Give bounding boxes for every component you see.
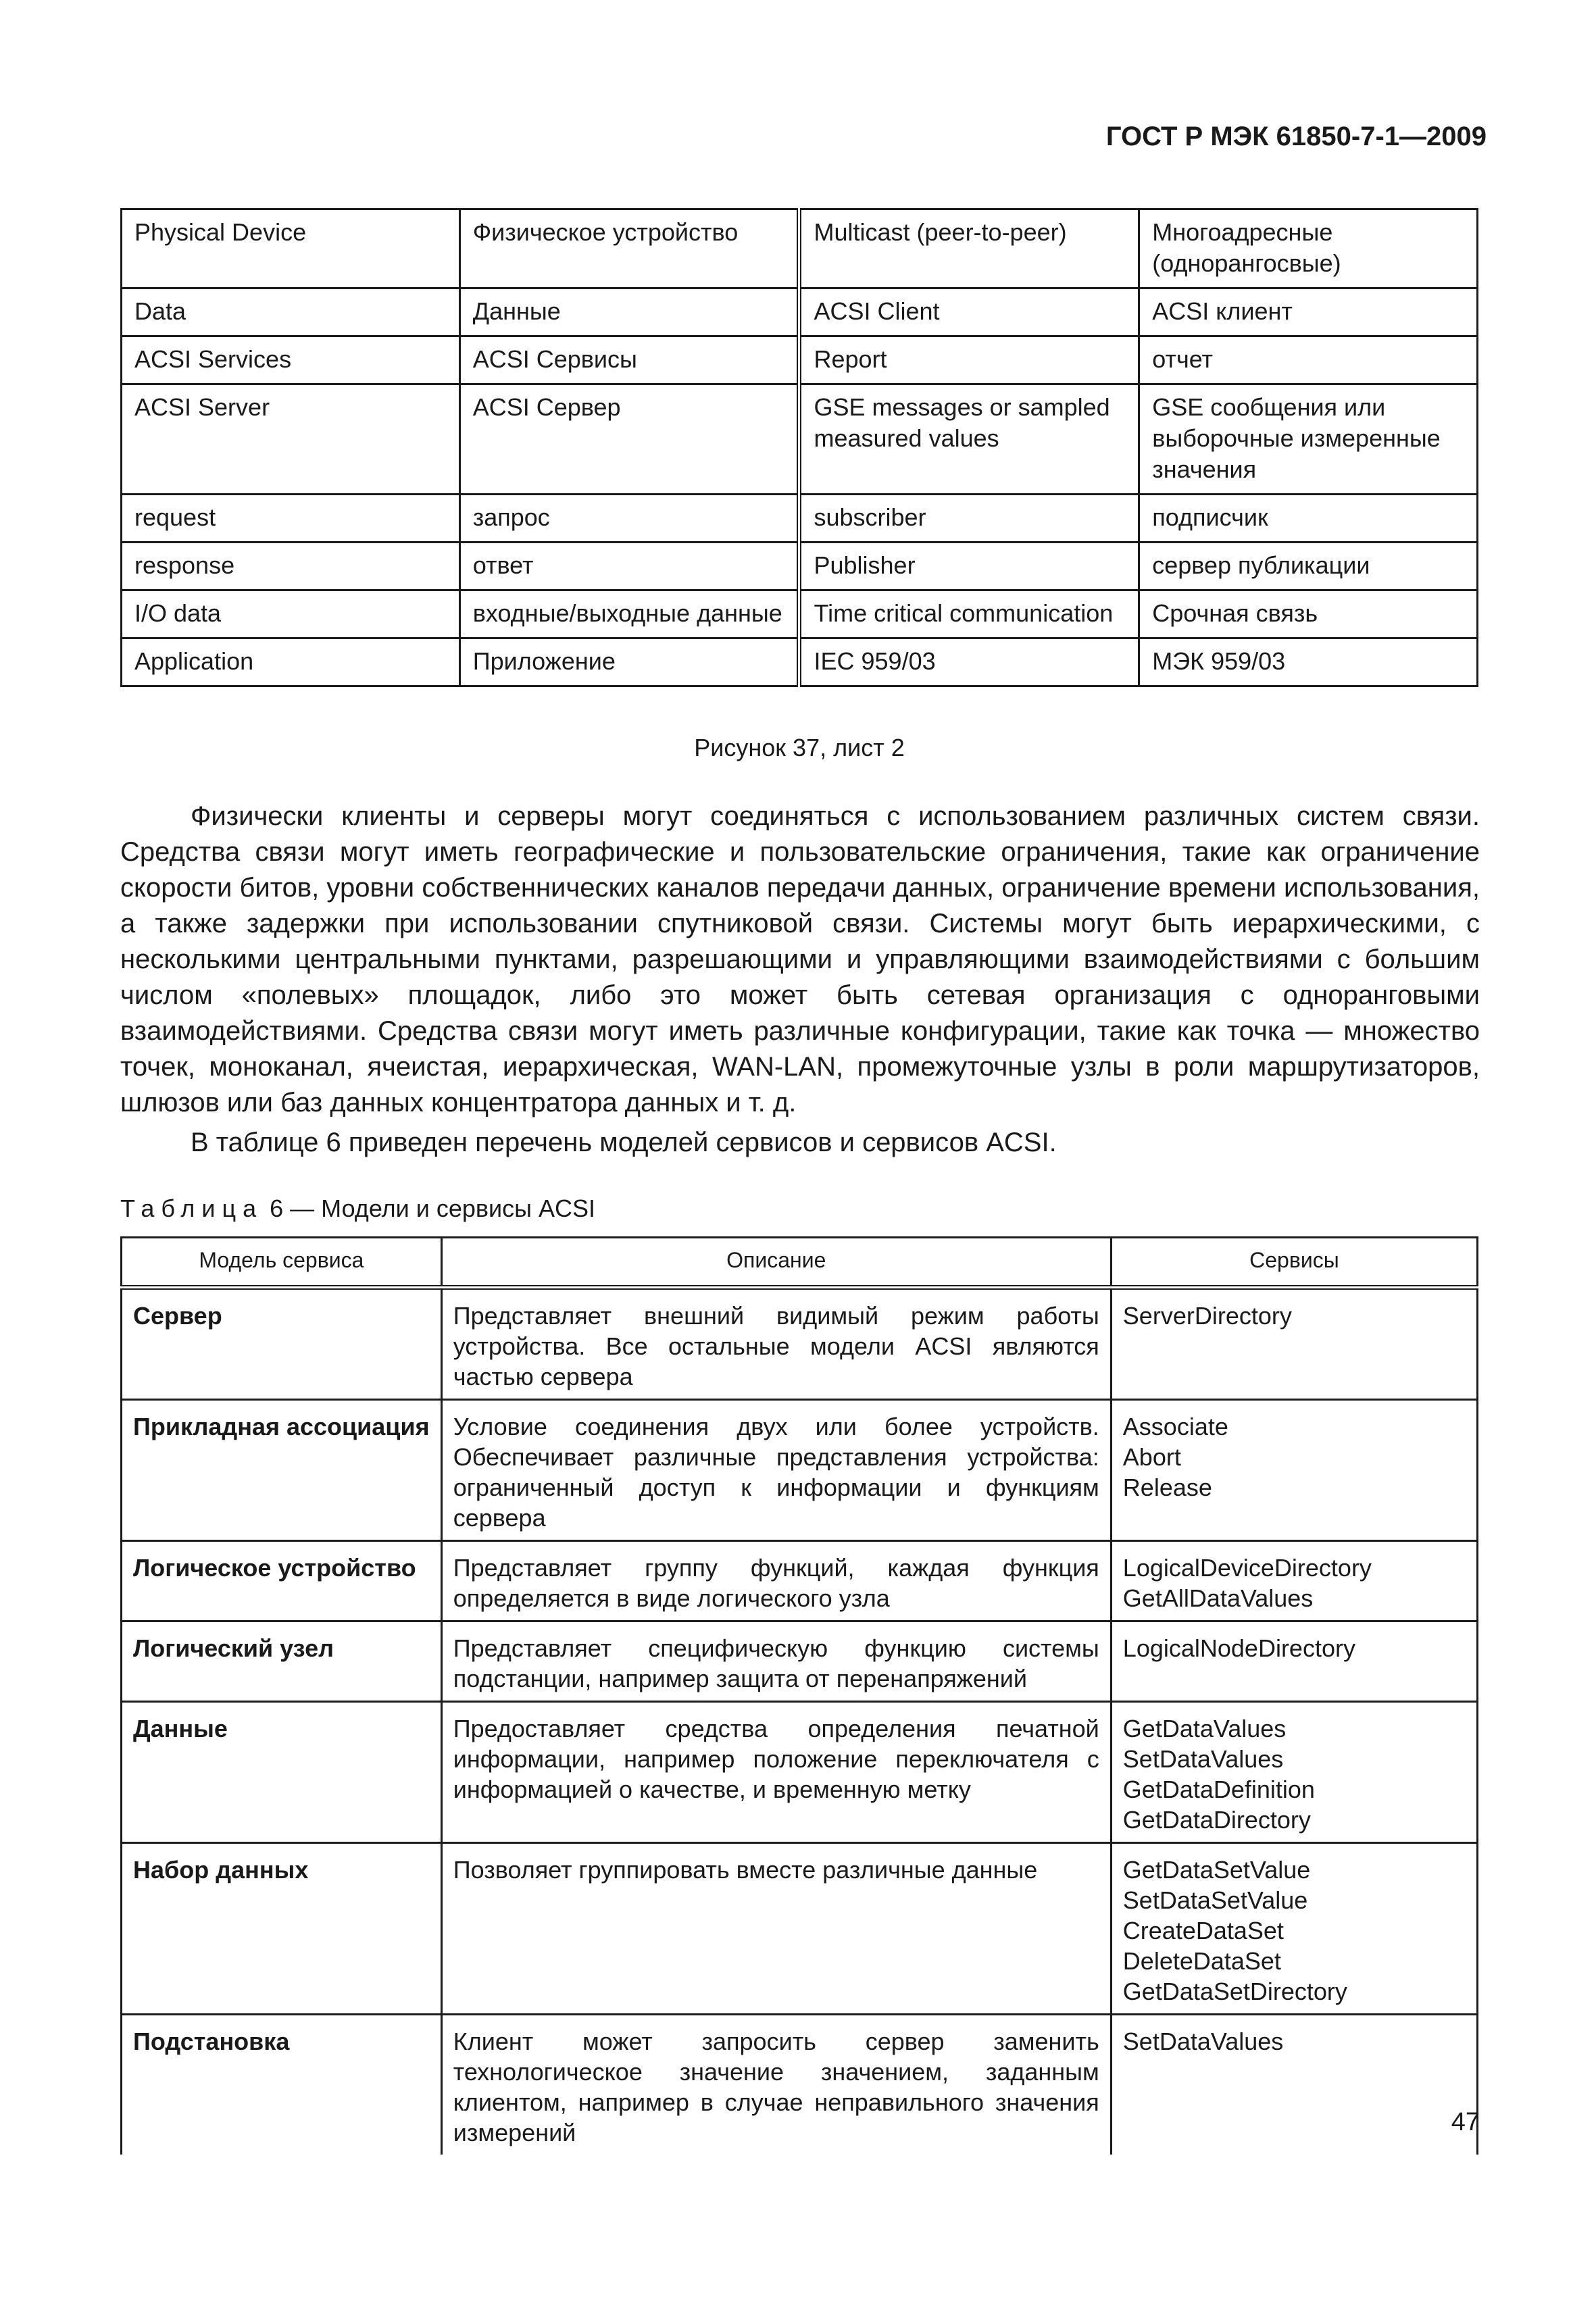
table-row <box>122 1288 1478 1400</box>
description-cell: Условие соединения двух или более устройств. Обеспечивает различные представления устройства: ограниченный доступ к информации и функциям сервера <box>441 1400 1111 1541</box>
glossary-cell: ACSI Client <box>799 288 1139 336</box>
model-cell: Логический узел <box>122 1621 442 1702</box>
glossary-cell: сервер публикации <box>1139 543 1478 590</box>
table-row <box>122 1702 1478 1843</box>
glossary-cell: I/O data <box>122 590 460 638</box>
figure-caption: Рисунок 37, лист 2 <box>694 734 905 761</box>
service-name: CreateDataSet <box>1122 1917 1284 1944</box>
glossary-cell: Срочная связь <box>1139 590 1478 638</box>
service-name: DeleteDataSet <box>1122 1947 1281 1975</box>
table-caption-label: Таблица <box>120 1194 264 1222</box>
service-name: Abort <box>1122 1443 1181 1471</box>
model-cell: Прикладная ассоциация <box>122 1400 442 1541</box>
glossary-cell: Physical Device <box>122 209 460 288</box>
service-name: GetDataDefinition <box>1122 1776 1315 1803</box>
glossary-cell: subscriber <box>799 495 1139 543</box>
glossary-cell: Многоадресные (однорангосвые) <box>1139 209 1478 288</box>
glossary-cell: ACSI Сервисы <box>459 336 799 384</box>
column-header-description: Описание <box>441 1238 1111 1288</box>
service-name: LogicalDeviceDirectory <box>1122 1554 1372 1582</box>
description-cell: Предоставляет средства определения печатной информации, например положение переключателя с информацией о качестве, и временную метку <box>441 1702 1111 1843</box>
model-cell: Данные <box>122 1702 442 1843</box>
table-row <box>122 1621 1478 1702</box>
glossary-cell: Data <box>122 288 460 336</box>
table-row <box>122 1541 1478 1621</box>
standard-header: ГОСТ Р МЭК 61850-7-1—2009 <box>1105 122 1487 151</box>
glossary-cell: GSE сообщения или выборочные измеренные значения <box>1139 384 1478 495</box>
table-row <box>122 209 1478 288</box>
service-name: SetDataValues <box>1122 2028 1284 2055</box>
model-cell: Подстановка <box>122 2015 442 2155</box>
glossary-cell: request <box>122 495 460 543</box>
services-cell <box>1111 1288 1477 1400</box>
service-name: SetDataValues <box>1122 1745 1284 1773</box>
service-name: Release <box>1122 1474 1212 1501</box>
services-cell <box>1111 1541 1477 1621</box>
description-cell: Представляет специфическую функцию системы подстанции, например защита от перенапряжений <box>441 1621 1111 1702</box>
services-cell <box>1111 1702 1477 1843</box>
glossary-cell: запрос <box>459 495 799 543</box>
glossary-cell: Multicast (peer-to-peer) <box>799 209 1139 288</box>
glossary-cell: отчет <box>1139 336 1478 384</box>
service-name: ServerDirectory <box>1122 1302 1292 1330</box>
glossary-cell: подписчик <box>1139 495 1478 543</box>
service-name: LogicalNodeDirectory <box>1122 1634 1355 1662</box>
table-caption-title: 6 — Модели и сервисы ACSI <box>263 1194 596 1222</box>
glossary-cell: response <box>122 543 460 590</box>
glossary-cell: ACSI клиент <box>1139 288 1478 336</box>
glossary-cell: Физическое устройство <box>459 209 799 288</box>
model-cell: Набор данных <box>122 1843 442 2015</box>
body-paragraph: Физически клиенты и серверы могут соединяться с использованием различных систем связи. Средства связи могут иметь географические и пользовательские ограничения, такие как ограничение скорости битов, уровни собственнических каналов передачи данных, ограничение времени использования, а также задержки при использовании спутниковой связи. Системы могут быть иерархическими, с несколькими центральными пунктами, разрешающими и управляющими взаимодействиями с большим числом «полевых» площадок, либо это может быть сетевая организация с одноранговыми взаимодействиями. Средства связи могут иметь различные конфигурации, такие как точка — множество точек, моноканал, ячеистая, иерархическая, WAN-LAN, промежуточные узлы в роли маршрутизаторов, шлюзов или баз данных концентратора данных и т. д. <box>120 801 1480 1117</box>
column-header-model: Модель сервиса <box>122 1238 442 1288</box>
glossary-cell: Time critical communication <box>799 590 1139 638</box>
column-header-services: Сервисы <box>1111 1238 1477 1288</box>
page-number: 47 <box>1451 2108 1480 2136</box>
service-name: GetAllDataValues <box>1122 1584 1314 1612</box>
glossary-cell: GSE messages or sampled measured values <box>799 384 1139 495</box>
service-name: GetDataDirectory <box>1122 1806 1311 1834</box>
table-caption <box>120 1194 595 1223</box>
glossary-cell: Publisher <box>799 543 1139 590</box>
table-row <box>122 1843 1478 2015</box>
model-cell: Логическое устройство <box>122 1541 442 1621</box>
model-cell: Сервер <box>122 1288 442 1400</box>
description-cell: Представляет группу функций, каждая функция определяется в виде логического узла <box>441 1541 1111 1621</box>
glossary-cell: МЭК 959/03 <box>1139 638 1478 686</box>
glossary-cell: Данные <box>459 288 799 336</box>
glossary-cell: IEC 959/03 <box>799 638 1139 686</box>
services-cell <box>1111 1843 1477 2015</box>
glossary-cell: Report <box>799 336 1139 384</box>
table-row <box>122 288 1478 336</box>
body-paragraph: В таблице 6 приведен перечень моделей сервисов и сервисов ACSI. <box>191 1128 1057 1157</box>
service-name: GetDataSetValue <box>1122 1856 1311 1884</box>
services-cell <box>1111 1400 1477 1541</box>
glossary-cell: Приложение <box>459 638 799 686</box>
description-cell: Клиент может запросить сервер заменить технологическое значение значением, заданным клиентом, например в случае неправильного значения измерений <box>441 2015 1111 2155</box>
table-row <box>122 2015 1478 2155</box>
table-row <box>122 543 1478 590</box>
service-name: Associate <box>1122 1413 1228 1440</box>
glossary-cell: входные/выходные данные <box>459 590 799 638</box>
glossary-cell: ACSI Сервер <box>459 384 799 495</box>
table-row <box>122 1400 1478 1541</box>
table-row <box>122 384 1478 495</box>
service-name: SetDataSetValue <box>1122 1886 1308 1914</box>
glossary-cell: ответ <box>459 543 799 590</box>
services-cell <box>1111 1621 1477 1702</box>
table-header-row <box>122 1238 1478 1288</box>
table-row <box>122 638 1478 686</box>
description-cell: Представляет внешний видимый режим работы устройства. Все остальные модели ACSI являются частью сервера <box>441 1288 1111 1400</box>
table-row <box>122 495 1478 543</box>
description-cell: Позволяет группировать вместе различные данные <box>441 1843 1111 2015</box>
services-table <box>120 1236 1478 2155</box>
glossary-cell: ACSI Server <box>122 384 460 495</box>
service-name: GetDataSetDirectory <box>1122 1978 1347 2005</box>
table-row <box>122 336 1478 384</box>
glossary-table <box>120 208 1478 687</box>
service-name: GetDataValues <box>1122 1715 1287 1742</box>
glossary-cell: Application <box>122 638 460 686</box>
glossary-cell: ACSI Services <box>122 336 460 384</box>
table-row <box>122 590 1478 638</box>
